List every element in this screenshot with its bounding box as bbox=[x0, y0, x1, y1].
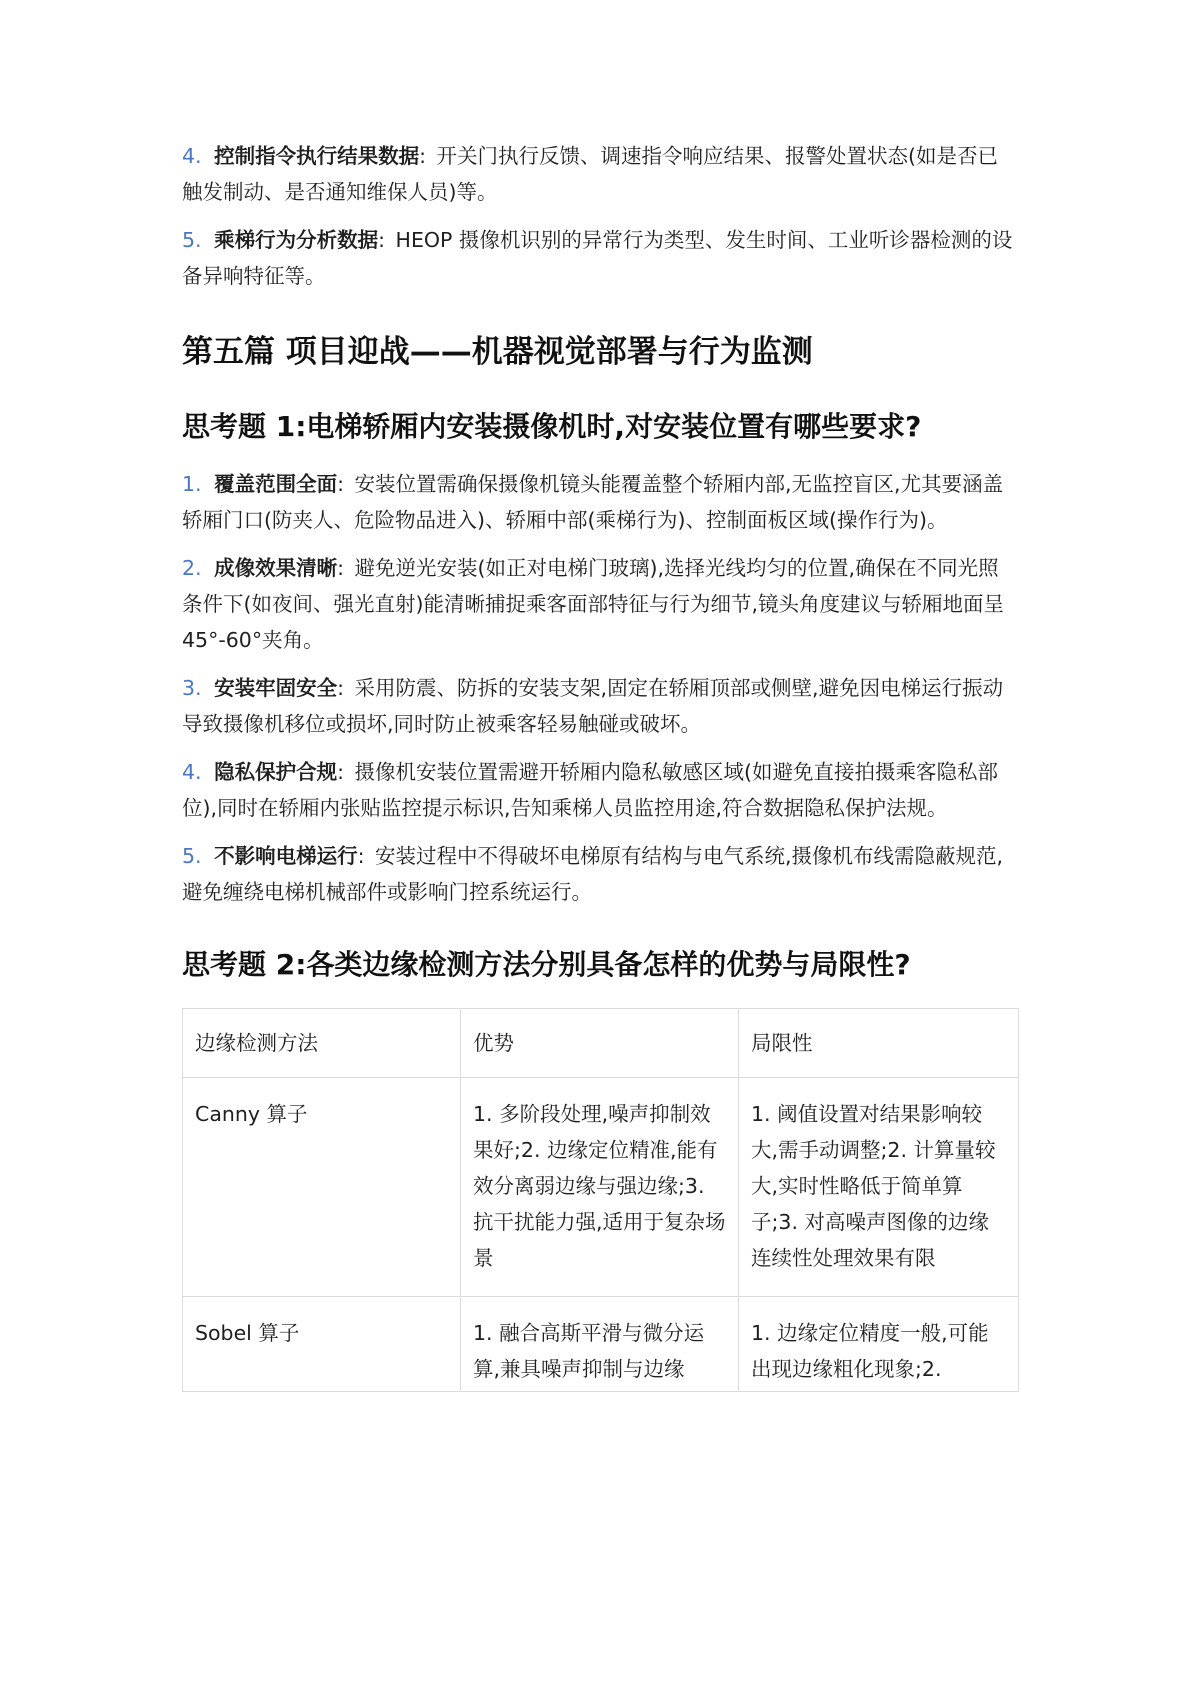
list-item-text: HEOP 摄像机识别的异常行为类型、发生时间、工业听诊器检测的设备异响特征等。 bbox=[182, 228, 1013, 288]
list-item-text: 开关门执行反馈、调速指令响应结果、报警处置状态(如是否已触发制动、是否通知维保人员)等。 bbox=[182, 144, 999, 204]
column-header-method: 边缘检测方法 bbox=[183, 1009, 461, 1078]
list-number: 4. bbox=[182, 760, 202, 784]
table-cell-limitations bbox=[739, 1297, 1019, 1392]
list-item-label: 成像效果清晰 bbox=[214, 556, 338, 580]
list-item-text: 摄像机安装位置需避开轿厢内隐私敏感区域(如避免直接拍摄乘客隐私部位),同时在轿厢内张贴监控提示标识,告知乘梯人员监控用途,符合数据隐私保护法规。 bbox=[182, 760, 999, 820]
table-header-row bbox=[183, 1009, 1019, 1078]
list-item-text: 避免逆光安装(如正对电梯门玻璃),选择光线均匀的位置,确保在不同光照条件下(如夜间、强光直射)能清晰捕捉乘客面部特征与行为细节,镜头角度建议与轿厢地面呈 45°-60°夹角。 bbox=[182, 556, 1005, 652]
table-row bbox=[183, 1297, 1019, 1392]
label-separator: : bbox=[337, 556, 345, 580]
cell-text: 1. 融合高斯平滑与微分运算,兼具噪声抑制与边缘 bbox=[473, 1321, 705, 1381]
list-item bbox=[182, 550, 1018, 658]
list-item-label: 安装牢固安全 bbox=[214, 676, 338, 700]
list-item-text: 采用防震、防拆的安装支架,固定在轿厢顶部或侧壁,避免因电梯运行振动导致摄像机移位或损坏,同时防止被乘客轻易触碰或破坏。 bbox=[182, 676, 1004, 736]
label-separator: : bbox=[337, 676, 345, 700]
question-1-title: 思考题 1:电梯轿厢内安装摄像机时,对安装位置有哪些要求? bbox=[182, 410, 922, 443]
list-item-label: 覆盖范围全面 bbox=[214, 472, 338, 496]
table-cell-advantages: 1. 多阶段处理,噪声抑制效果好;2. 边缘定位精准,能有效分离弱边缘与强边缘;3. 抗干扰能力强,适用于复杂场景 bbox=[461, 1078, 739, 1297]
document-content bbox=[182, 138, 1018, 1392]
list-item bbox=[182, 222, 1018, 294]
list-number: 1. bbox=[182, 472, 202, 496]
list-item-label: 乘梯行为分析数据 bbox=[214, 228, 379, 252]
column-header-advantages: 优势 bbox=[461, 1009, 739, 1078]
table-cell-method bbox=[183, 1297, 461, 1392]
list-item-label: 不影响电梯运行 bbox=[214, 844, 358, 868]
column-header-limitations: 局限性 bbox=[739, 1009, 1019, 1078]
label-separator: : bbox=[337, 472, 345, 496]
table-row bbox=[183, 1078, 1019, 1297]
list-number: 2. bbox=[182, 556, 202, 580]
list-item bbox=[182, 670, 1018, 742]
edge-detection-table bbox=[182, 1008, 1019, 1392]
list-number: 5. bbox=[182, 228, 202, 252]
chapter-title: 第五篇 项目迎战——机器视觉部署与行为监测 bbox=[182, 334, 813, 370]
list-number: 4. bbox=[182, 144, 202, 168]
label-separator: : bbox=[357, 844, 365, 868]
table-cell-limitations: 1. 阈值设置对结果影响较大,需手动调整;2. 计算量较大,实时性略低于简单算子;3. 对高噪声图像的边缘连续性处理效果有限 bbox=[739, 1078, 1019, 1297]
table-cell-advantages bbox=[461, 1297, 739, 1392]
list-item bbox=[182, 138, 1018, 210]
label-separator: : bbox=[378, 228, 386, 252]
table-cell-method: Canny 算子 bbox=[183, 1078, 461, 1297]
list-item bbox=[182, 754, 1018, 826]
cell-text: 1. 边缘定位精度一般,可能出现边缘粗化现象;2. bbox=[751, 1321, 989, 1381]
list-number: 3. bbox=[182, 676, 202, 700]
cell-text: Sobel 算子 bbox=[195, 1321, 300, 1345]
list-item bbox=[182, 466, 1018, 538]
label-separator: : bbox=[419, 144, 427, 168]
list-item-label: 隐私保护合规 bbox=[214, 760, 338, 784]
list-item-label: 控制指令执行结果数据 bbox=[214, 144, 420, 168]
list-item-text: 安装过程中不得破坏电梯原有结构与电气系统,摄像机布线需隐蔽规范,避免缠绕电梯机械部件或影响门控系统运行。 bbox=[182, 844, 1004, 904]
list-number: 5. bbox=[182, 844, 202, 868]
label-separator: : bbox=[337, 760, 345, 784]
question-2-title: 思考题 2:各类边缘检测方法分别具备怎样的优势与局限性? bbox=[182, 948, 911, 981]
list-item bbox=[182, 838, 1018, 910]
list-item-text: 安装位置需确保摄像机镜头能覆盖整个轿厢内部,无监控盲区,尤其要涵盖轿厢门口(防夹人、危险物品进入)、轿厢中部(乘梯行为)、控制面板区域(操作行为)。 bbox=[182, 472, 1004, 532]
